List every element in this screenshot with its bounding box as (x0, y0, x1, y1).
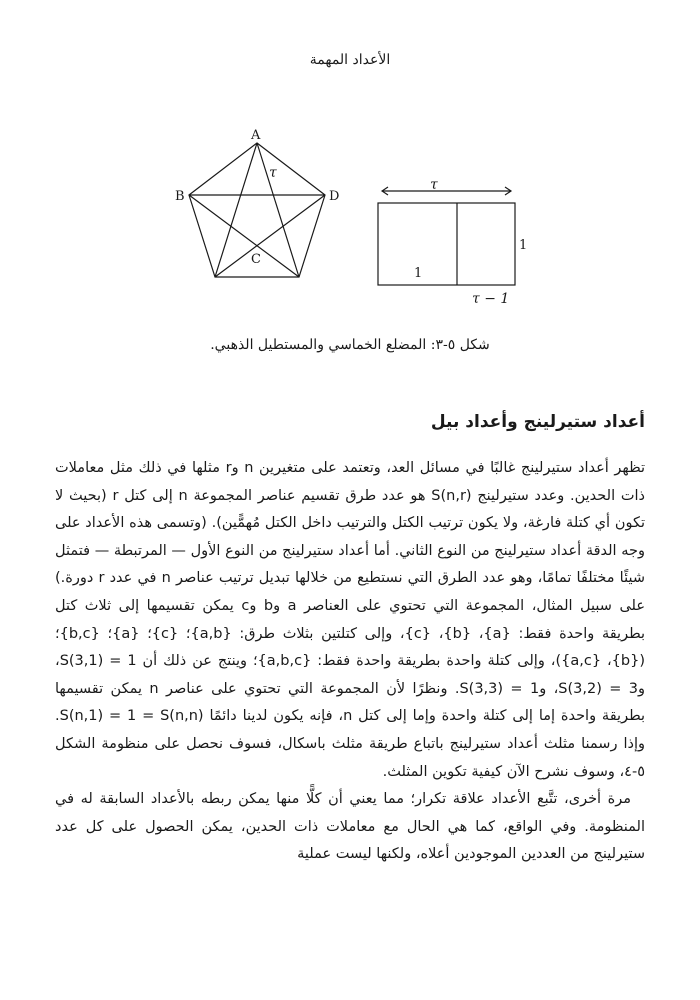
diagonal-a-e (257, 143, 299, 277)
rectangle-outline (378, 203, 515, 285)
square-side-label: 1 (414, 266, 423, 281)
vertex-label-b: B (175, 189, 185, 204)
figure-drawing (0, 125, 700, 325)
section-heading: أعداد ستيرلينج وأعداد بيل (430, 412, 645, 432)
body-text (55, 455, 645, 869)
vertex-label-c: C (251, 252, 261, 267)
diagonal-b-e (189, 195, 299, 277)
vertex-label-d: D (329, 189, 340, 204)
pentagon-tau-label: τ (269, 165, 277, 181)
rectangle-height-label: 1 (519, 238, 528, 253)
rectangle-remainder-label: τ − 1 (472, 291, 510, 307)
vertex-label-a: A (251, 128, 261, 143)
figure-caption: شكل ٥-٣: المضلع الخماسي والمستطيل الذهبي. (210, 337, 490, 353)
running-head: الأعداد المهمة (309, 52, 391, 68)
figure-pentagon-golden-rectangle (0, 125, 700, 325)
diagonal-d-f (215, 195, 325, 277)
rectangle-tau-label: τ (430, 177, 438, 193)
golden-rectangle (378, 187, 515, 285)
paragraph: تظهر أعداد ستيرلينج غالبًا في مسائل العد، وتعتمد على متغيرين n وr مثلها في ذلك مثل معاملات ذات الحدين. وعدد ستيرلينج S(n,r) هو عدد طرق تقسيم عناصر المجموعة n إلى كتل r (بحيث لا تكون أي كتلة فارغة، ولا يكون ترتيب الكتل والترتيب داخل الكتل مُهمًّين). (وتسمى هذه الأعداد على وجه الدقة أعداد ستيرلينج من النوع الثاني. أما أعداد ستيرلينج من النوع الأول — المرتبطة — فتمثل شيئًا مختلفًا تمامًا، وهو عدد الطرق التي نستطيع من خلالها تبديل ترتيب عناصر n في عدد r دورة.) على سبيل المثال، المجموعة التي تحتوي على العناصر a وb وc يمكن تقسيمها إلى ثلاث كتل بطريقة واحدة فقط: {a}، {b}، {c}، وإلى كتلتين بثلاث طرق: {a,b}؛ {c}؛ {a}؛ {b,c}؛ ({b}، {a,c})، وإلى كتلة واحدة بطريقة واحدة فقط: {a,b,c}؛ وينتج عن ذلك أن S(3,1) = 1، وS(3,2) = 3، وS(3,3) = 1. ونظرًا لأن المجموعة التي تحتوي على عناصر n يمكن تقسيمها بطريقة واحدة إما إلى كتلة واحدة وإما إلى كتل n، فإنه يكون لدينا دائمًا S(n,1) = 1 = S(n,n). وإذا رسمنا مثلث أعداد ستيرلينج باتباع طريقة مثلث باسكال، فسوف نحصل على منظومة الشكل ٥-٤، وسوف نشرح الآن كيفية تكوين المثلث. (55, 460, 646, 780)
paragraph: مرة أخرى، تتَّبع الأعداد علاقة تكرار؛ مما يعني أن كلًّا منها يمكن ربطه بالأعداد السابقة له في المنظومة. وفي الواقع، كما هي الحال مع معاملات ذات الحدين، يمكن الحصول على كل عدد ستيرلينج من العددين الموجودين أعلاه، ولكنها ليست عملية (55, 791, 645, 863)
